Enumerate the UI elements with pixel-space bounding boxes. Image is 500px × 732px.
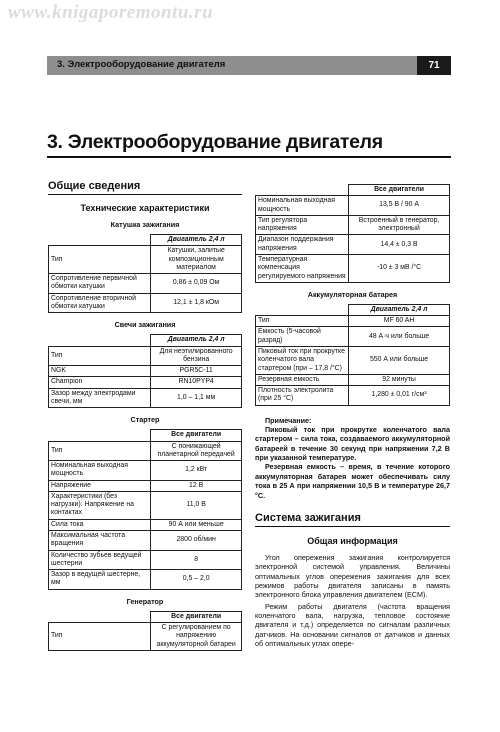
table-row: Тип С регулированием по напряжению аккумуляторной батареи bbox=[49, 623, 242, 651]
body-paragraph-2: Режим работы двигателя (частота вращения коленчатого вала, нагрузка, тепловое состояние двигателя и т.д.) определяется по сигналам различных датчиков. На основании сигналов от датчиков и данных об оптимальных углах опере- bbox=[255, 601, 450, 649]
starter-table-caption: Стартер bbox=[130, 415, 160, 425]
table-row: Диапазон поддержания напряжения 14,4 ± 0,3 В bbox=[256, 235, 450, 255]
generator-cont-header: Все двигатели bbox=[349, 185, 450, 196]
coil-header: Двигатель 2,4 л bbox=[151, 235, 242, 246]
table-row: Плотность электролита (при 25 °С) 1,280 ± 0,01 г/см³ bbox=[256, 386, 450, 406]
table-row: Сила тока 90 А или меньше bbox=[49, 519, 242, 530]
subsection-title-general-info: Общая информация bbox=[307, 535, 398, 546]
battery-table-caption: Аккумуляторная батарея bbox=[307, 289, 398, 299]
table-row: Тип MF 60 AH bbox=[256, 316, 450, 327]
table-row: Максимальная частота вращения 2800 об/мин bbox=[49, 531, 242, 551]
table-row: Тип Для неэтилированного бензина bbox=[49, 346, 242, 366]
note-title: Примечание: bbox=[265, 415, 312, 425]
table-row: Номинальная выходная мощность 1,2 кВт bbox=[49, 461, 242, 481]
table-row: Номинальная выходная мощность 13,5 В / 90 А bbox=[256, 196, 450, 216]
note-block bbox=[255, 416, 450, 500]
table-row: Тип Катушки, залитые композиционным материалом bbox=[49, 246, 242, 274]
body-paragraph-1: Угол опережения зажигания контролируется электронной системой управления. Величины оптимальных углов опережения зажигания для всех режимов работы двигателя записаны в память электронного блока управления двигателем (ECM). bbox=[255, 552, 450, 600]
right-column bbox=[255, 184, 450, 650]
generator-table-caption: Генератор bbox=[126, 596, 164, 606]
table-row: Емкость (5-часовой разряд) 48 А·ч или больше bbox=[256, 327, 450, 347]
table-row: NGK PGR5C-11 bbox=[49, 366, 242, 377]
watermark: www.knigaporemontu.ru bbox=[8, 2, 214, 23]
table-row: Пиковый ток при прокрутке коленчатого вала стартером (при – 17,8 /°С) 550 А или больше bbox=[256, 346, 450, 374]
coil-table bbox=[48, 234, 242, 313]
section-title-general: Общие сведения bbox=[48, 180, 242, 195]
plugs-table-caption: Свечи зажигания bbox=[114, 320, 176, 330]
table-row: Температурная компенсация регулируемого напряжения -10 ± 3 мВ /°С bbox=[256, 254, 450, 282]
chapter-title: 3. Электрооборудование двигателя bbox=[47, 131, 383, 153]
page-number: 71 bbox=[417, 56, 451, 75]
table-row: Зазор в ведущей шестерне, мм 0,5 – 2,0 bbox=[49, 570, 242, 590]
subsection-title-specs: Технические характеристики bbox=[80, 203, 210, 213]
table-row: Сопротивление первичной обмотки катушки 0,86 ± 0,09 Ом bbox=[49, 274, 242, 294]
plugs-header: Двигатель 2,4 л bbox=[151, 335, 242, 346]
note-paragraph-2: Резервная емкость – время, в течение которого аккумуляторная батарея может обеспечивать силу тока в 25 А при напряжении 10,5 В и температуре 26,7 °С. bbox=[255, 462, 450, 500]
starter-table bbox=[48, 429, 242, 590]
table-row: Напряжение 12 В bbox=[49, 480, 242, 491]
running-header bbox=[47, 56, 451, 75]
left-column bbox=[48, 180, 242, 651]
table-row: Зазор между электродами свечи, мм 1,0 – 1,1 мм bbox=[49, 388, 242, 408]
running-header-title: 3. Электрооборудование двигателя bbox=[57, 59, 226, 70]
generator-header: Все двигатели bbox=[151, 611, 242, 622]
table-row: Тип регулятора напряжения Встроенный в генератор, электронный bbox=[256, 215, 450, 235]
plugs-table bbox=[48, 334, 242, 408]
generator-table bbox=[48, 611, 242, 651]
note-paragraph-1: Пиковый ток при прокрутке коленчатого вала стартером – сила тока, создаваемого аккумуляторной батареей в течение 30 секунд при напряжении 7,2 В при указанной температуре. bbox=[255, 424, 450, 463]
table-row: Сопротивление вторичной обмотки катушки 12,1 ± 1,8 кОм bbox=[49, 293, 242, 313]
section-title-ignition: Система зажигания bbox=[255, 512, 450, 527]
generator-table-continued bbox=[255, 184, 450, 283]
battery-header: Двигатель 2,4 л bbox=[349, 304, 450, 315]
table-row: Резервная емкость 92 минуты bbox=[256, 374, 450, 385]
table-row: Количество зубьев ведущей шестерни 8 bbox=[49, 550, 242, 570]
coil-table-caption: Катушка зажигания bbox=[110, 220, 180, 229]
starter-header: Все двигатели bbox=[151, 430, 242, 441]
battery-table bbox=[255, 304, 450, 406]
table-row: Характеристики (без нагрузки): Напряжение на контактах 11,0 В bbox=[49, 491, 242, 519]
chapter-rule bbox=[47, 156, 451, 158]
table-row: Тип С понижающей планетарной передачей bbox=[49, 441, 242, 461]
table-row: Champion RN10PYP4 bbox=[49, 377, 242, 388]
